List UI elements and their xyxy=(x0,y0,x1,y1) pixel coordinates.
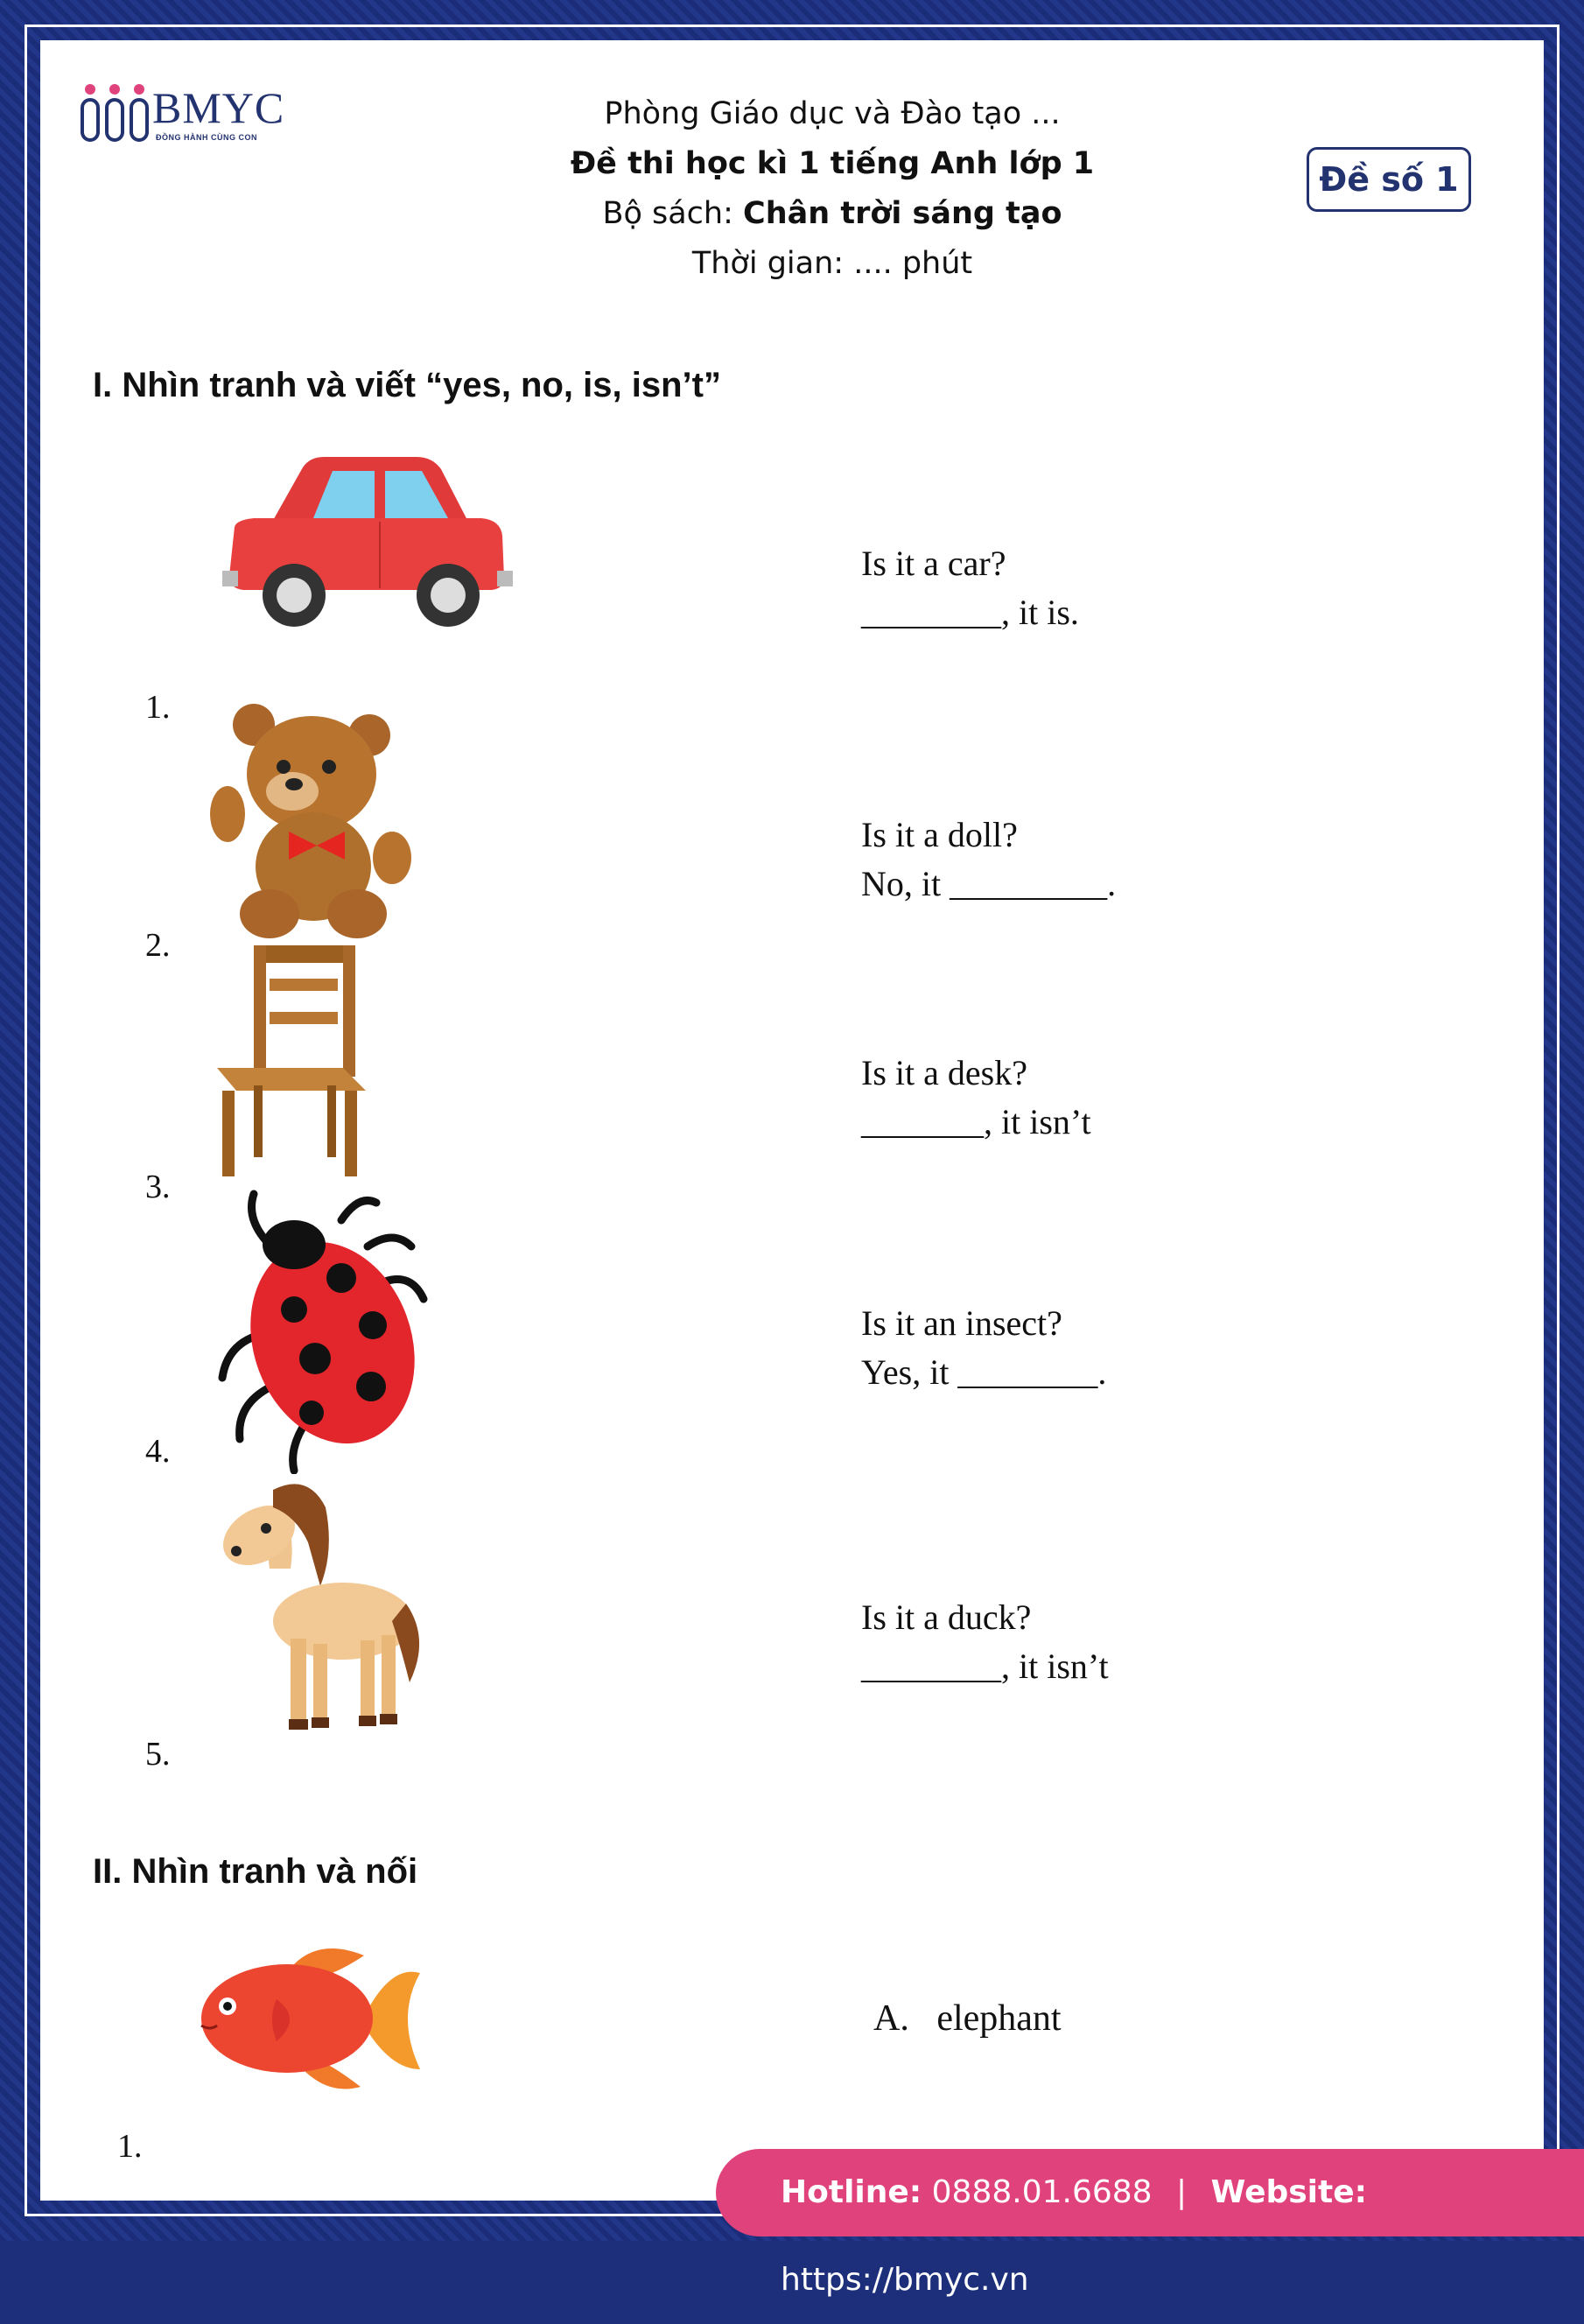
question-2-text: Is it a doll? xyxy=(861,815,1018,854)
contact-footer xyxy=(716,2149,1584,2298)
item-number-1: 1. xyxy=(145,689,171,726)
logo-name: BMYC xyxy=(152,83,285,132)
hotline-number[interactable]: 0888.01.6688 xyxy=(931,2174,1153,2210)
item-number-4: 4. xyxy=(145,1433,171,1470)
logo-tagline: ĐỒNG HÀNH CÙNG CON xyxy=(156,133,257,142)
bmyc-logo xyxy=(79,75,306,154)
item-number-2: 2. xyxy=(145,927,171,964)
hotline-label: Hotline: xyxy=(781,2174,922,2210)
question-4-text: Is it an insect? xyxy=(861,1303,1062,1343)
header-exam-title: Đề thi học kì 1 tiếng Anh lớp 1 xyxy=(570,146,1095,181)
answer-4-field[interactable]: Yes, it ________. xyxy=(861,1352,1107,1392)
exam-header xyxy=(390,89,1274,289)
question-5-text: Is it a duck? xyxy=(861,1597,1032,1637)
worksheet-page xyxy=(40,40,1544,2201)
item-number-3: 3. xyxy=(145,1169,171,1205)
header-time: Thời gian: .... phút xyxy=(691,246,973,281)
answer-5-field[interactable]: ________, it isn’t xyxy=(861,1646,1109,1686)
logo-figures-icon xyxy=(79,75,152,154)
question-5 xyxy=(861,1593,1109,1691)
question-1-text: Is it a car? xyxy=(861,544,1006,583)
answer-3-field[interactable]: _______, it isn’t xyxy=(861,1102,1091,1141)
match-option-a: A. elephant xyxy=(873,1998,1062,2039)
teddy-bear-icon xyxy=(208,700,415,942)
header-book xyxy=(390,189,1274,239)
website-link[interactable]: https://bmyc.vn xyxy=(781,2262,1029,2298)
question-4 xyxy=(861,1299,1106,1397)
website-label: Website: xyxy=(1210,2174,1368,2210)
item-number-5: 5. xyxy=(145,1736,171,1773)
match-item-number-1: 1. xyxy=(117,2128,143,2165)
header-department: Phòng Giáo dục và Đào tạo ... xyxy=(604,96,1061,131)
question-3 xyxy=(861,1049,1091,1147)
header-book-label: Bộ sách: xyxy=(602,196,744,231)
fish-icon xyxy=(189,1938,425,2104)
header-book-value: Chân trời sáng tạo xyxy=(743,196,1062,231)
chair-icon xyxy=(212,937,387,1178)
answer-2-field[interactable]: No, it _________. xyxy=(861,864,1117,903)
ladybug-icon xyxy=(210,1176,438,1474)
horse-icon xyxy=(212,1472,422,1735)
exam-number-badge: Đề số 1 xyxy=(1307,147,1471,212)
answer-1-field[interactable]: ________, it is. xyxy=(861,593,1079,632)
question-2 xyxy=(861,811,1116,909)
question-3-text: Is it a desk? xyxy=(861,1053,1027,1092)
section-1-title: I. Nhìn tranh và viết “yes, no, is, isn’t” xyxy=(93,366,721,404)
car-icon xyxy=(219,448,516,635)
section-2-title: II. Nhìn tranh và nối xyxy=(93,1852,418,1891)
question-1 xyxy=(861,539,1079,637)
footer-separator: | xyxy=(1176,2174,1188,2210)
